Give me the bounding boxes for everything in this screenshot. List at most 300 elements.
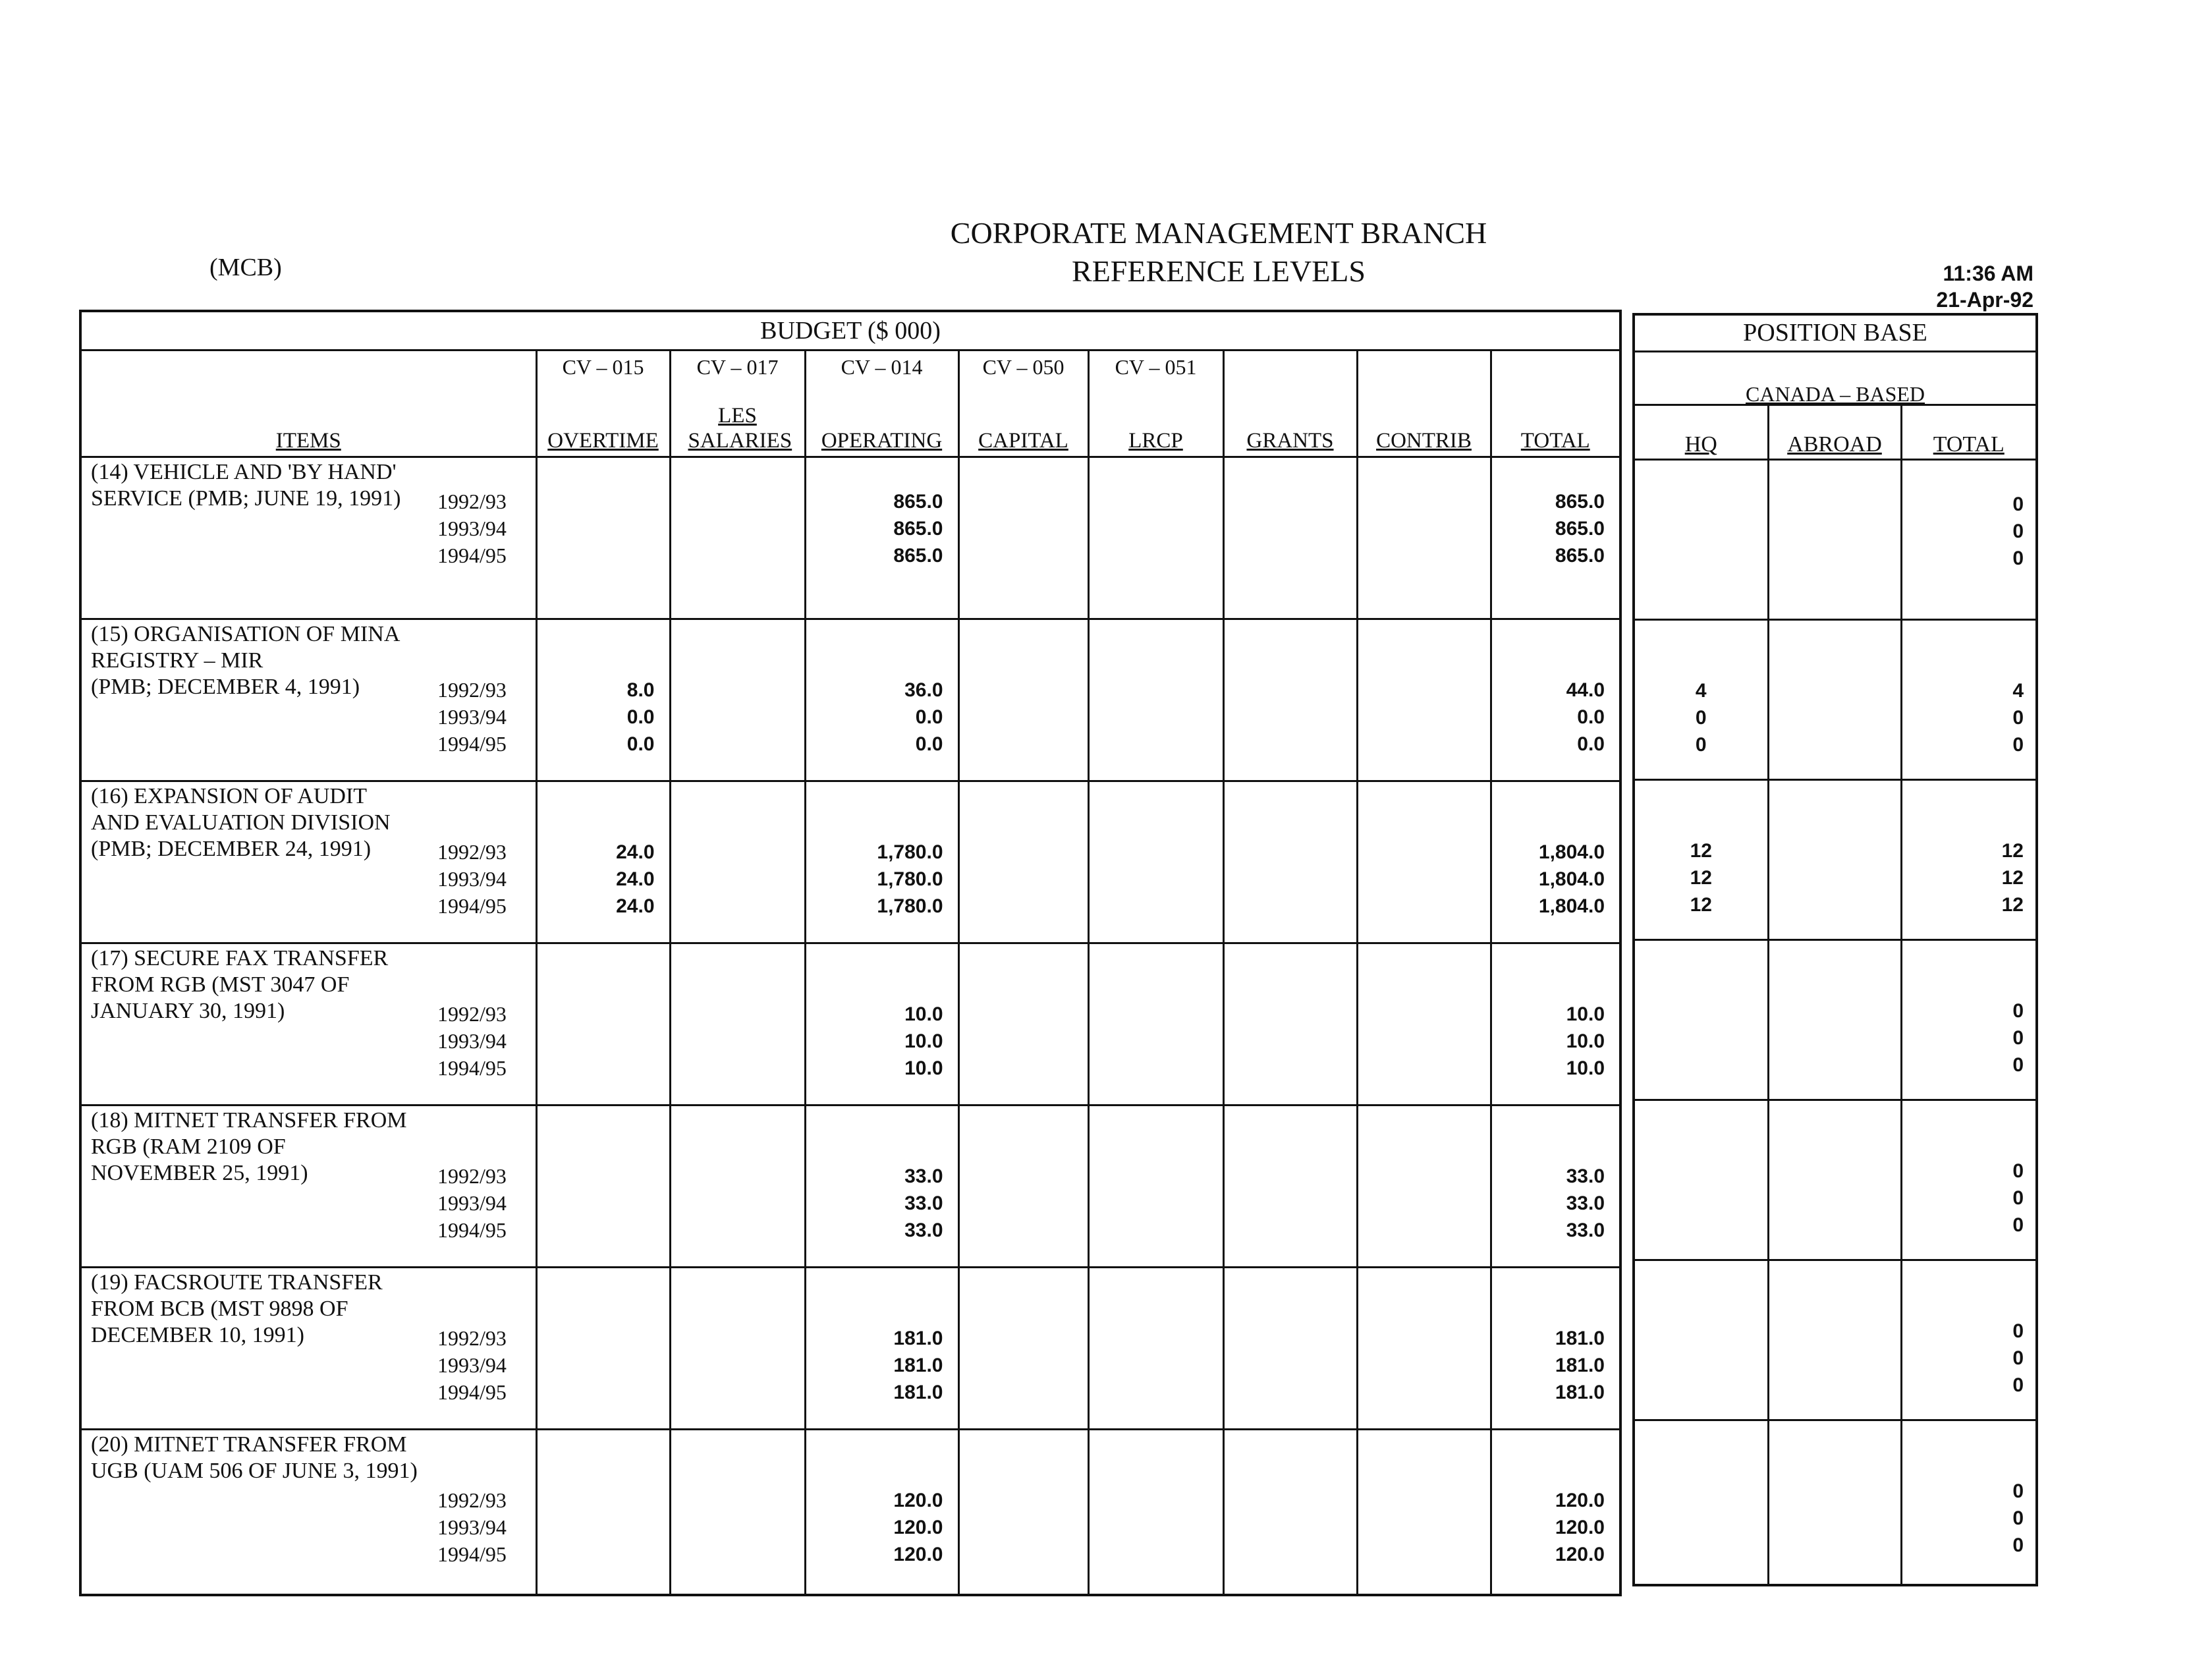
- operating-value: 1,780.0: [877, 895, 943, 917]
- empty-cell: [670, 943, 805, 1106]
- overtime-values: [538, 944, 655, 1082]
- fiscal-year: 1992/93: [437, 1002, 507, 1026]
- empty-cell: [1223, 457, 1357, 619]
- empty-cell: [1088, 457, 1223, 619]
- pos_total-value: 0: [2012, 1374, 2024, 1396]
- fiscal-years: [437, 1325, 507, 1406]
- item-description-line: (PMB; DECEMBER 24, 1991): [91, 837, 372, 861]
- total-value: 0.0: [1577, 706, 1605, 728]
- hq-cell: [1635, 620, 1768, 780]
- empty-cell: [958, 1430, 1088, 1594]
- budget-body: [82, 457, 1619, 1594]
- overtime-value: [538, 1163, 655, 1190]
- item-description: [91, 945, 388, 1024]
- pos_total-value: 12: [2001, 840, 2024, 862]
- pos_total-cell: [1901, 1420, 2035, 1584]
- empty-cell: [670, 1106, 805, 1268]
- operating-value: 865.0: [893, 491, 943, 513]
- item-description-line: FROM BCB (MST 9898 OF: [91, 1297, 348, 1321]
- column-header-7: [1357, 351, 1491, 457]
- overtime-value: [538, 1487, 655, 1514]
- item-group-row: [82, 781, 1619, 943]
- total-value: 10.0: [1566, 1057, 1605, 1079]
- column-name: TOTAL: [1520, 429, 1590, 453]
- empty-cell: [1223, 1268, 1357, 1430]
- title-line-1: CORPORATE MANAGEMENT BRANCH: [950, 216, 1487, 250]
- operating-value: 10.0: [904, 1003, 943, 1025]
- total-value: 120.0: [1555, 1490, 1605, 1511]
- item-cell: [82, 1106, 536, 1268]
- print-time: 11:36 AM: [1943, 262, 2033, 285]
- pos_total-value: 0: [2012, 520, 2024, 542]
- item-cell: [82, 619, 536, 781]
- pos_total-cell: [1901, 620, 2035, 780]
- operating-value: 865.0: [893, 518, 943, 540]
- operating-value: 36.0: [904, 679, 943, 701]
- item-description-line: (18) MITNET TRANSFER FROM: [91, 1108, 407, 1133]
- column-header-5: [1088, 351, 1223, 457]
- operating-values: [806, 620, 943, 758]
- operating-value: 33.0: [904, 1192, 943, 1214]
- total-value: 181.0: [1555, 1382, 1605, 1403]
- pos_total-value: 0: [2012, 1480, 2024, 1502]
- total-values: [1492, 1106, 1605, 1244]
- position-group-row: [1635, 940, 2035, 1100]
- column-header-4: [958, 351, 1088, 457]
- overtime-value: 0.0: [626, 706, 655, 728]
- pos_total-value: 0: [2012, 1054, 2024, 1076]
- hq-cell: [1635, 1100, 1768, 1260]
- total-cell: [1491, 1430, 1619, 1594]
- total-value: 44.0: [1566, 679, 1605, 701]
- operating-value: 0.0: [915, 706, 943, 728]
- position-header-row: [1635, 406, 2035, 460]
- total-value: 865.0: [1555, 491, 1605, 513]
- overtime-value: [538, 1217, 655, 1244]
- position-column-0: HQ: [1635, 406, 1768, 460]
- hq-value: [1635, 1478, 1767, 1505]
- total-values: [1492, 944, 1605, 1082]
- column-name: LES SALARIES: [688, 404, 792, 453]
- hq-values: [1635, 1261, 1767, 1399]
- overtime-value: [538, 1379, 655, 1406]
- operating-value: 181.0: [893, 1328, 943, 1349]
- overtime-cell: [536, 1268, 670, 1430]
- empty-cell: [670, 1268, 805, 1430]
- item-group-row: [82, 943, 1619, 1106]
- operating-value: 181.0: [893, 1355, 943, 1376]
- title-line-2: REFERENCE LEVELS: [1072, 254, 1366, 288]
- pos_total-values: [1902, 1261, 2024, 1399]
- total-values: [1492, 1268, 1605, 1406]
- position-base-title: POSITION BASE: [1635, 316, 2035, 352]
- empty-cell: [958, 1268, 1088, 1430]
- operating-values: [806, 1430, 943, 1568]
- fiscal-year: 1994/95: [437, 732, 507, 756]
- pos_total-values: [1902, 461, 2024, 572]
- column-header-2: [670, 351, 805, 457]
- budget-header-row: [82, 351, 1619, 457]
- item-description-line: NOVEMBER 25, 1991): [91, 1161, 308, 1185]
- column-code: CV – 017: [696, 355, 779, 379]
- operating-cell: [805, 943, 958, 1106]
- pos_total-value: 0: [2012, 1187, 2024, 1209]
- column-name: ITEMS: [275, 429, 341, 453]
- column-code: CV – 014: [841, 355, 923, 379]
- hq-value: 4: [1695, 680, 1707, 702]
- operating-cell: [805, 1268, 958, 1430]
- item-cell: [82, 943, 536, 1106]
- total-value: 1,804.0: [1538, 895, 1605, 917]
- item-cell: [82, 457, 536, 619]
- hq-value: 0: [1695, 707, 1707, 729]
- pos_total-cell: [1901, 460, 2035, 620]
- budget-table: [82, 351, 1619, 1594]
- hq-cell: [1635, 780, 1768, 940]
- fiscal-year: 1994/95: [437, 1218, 507, 1242]
- item-group-row: [82, 1430, 1619, 1594]
- empty-cell: [1357, 1268, 1491, 1430]
- empty-cell: [958, 943, 1088, 1106]
- empty-cell: [1088, 943, 1223, 1106]
- overtime-cell: [536, 457, 670, 619]
- fiscal-year: 1993/94: [437, 517, 507, 540]
- operating-value: 1,780.0: [877, 841, 943, 863]
- item-description-line: (17) SECURE FAX TRANSFER: [91, 946, 389, 970]
- item-cell: [82, 1268, 536, 1430]
- item-description-line: FROM RGB (MST 3047 OF: [91, 972, 350, 997]
- total-cell: [1491, 619, 1619, 781]
- pos_total-values: [1902, 621, 2024, 758]
- timestamp: [1936, 260, 2033, 313]
- operating-values: [806, 944, 943, 1082]
- overtime-values: [538, 620, 655, 758]
- pos_total-value: 0: [2012, 707, 2024, 729]
- overtime-value: 8.0: [626, 679, 655, 701]
- empty-cell: [1223, 943, 1357, 1106]
- position-group-row: [1635, 460, 2035, 620]
- fiscal-year: 1993/94: [437, 1029, 507, 1053]
- total-cell: [1491, 457, 1619, 619]
- operating-values: [806, 782, 943, 920]
- total-value: 1,804.0: [1538, 868, 1605, 890]
- hq-cell: [1635, 1420, 1768, 1584]
- item-description: [91, 621, 400, 700]
- item-group-row: [82, 619, 1619, 781]
- document-title: [856, 214, 1581, 291]
- item-description-line: SERVICE (PMB; JUNE 19, 1991): [91, 486, 401, 511]
- fiscal-year: 1994/95: [437, 1380, 507, 1404]
- empty-cell: [1223, 1106, 1357, 1268]
- hq-values: [1635, 461, 1767, 572]
- empty-cell: [1088, 619, 1223, 781]
- item-description-line: REGISTRY – MIR: [91, 648, 263, 673]
- pos_total-value: 0: [2012, 1320, 2024, 1342]
- fiscal-year: 1992/93: [437, 840, 507, 864]
- overtime-cell: [536, 1430, 670, 1594]
- overtime-values: [538, 1268, 655, 1406]
- hq-value: [1635, 1158, 1767, 1185]
- fiscal-year: 1993/94: [437, 1515, 507, 1539]
- pos_total-value: 0: [2012, 1507, 2024, 1529]
- pos_total-cell: [1901, 780, 2035, 940]
- fiscal-years: [437, 677, 507, 758]
- operating-value: 120.0: [893, 1544, 943, 1565]
- item-description: [91, 1270, 383, 1349]
- pos_total-values: [1902, 1421, 2024, 1559]
- hq-value: 0: [1695, 734, 1707, 756]
- operating-value: 33.0: [904, 1219, 943, 1241]
- item-group-row: [82, 1268, 1619, 1430]
- overtime-value: 24.0: [616, 895, 655, 917]
- abroad-cell: [1768, 940, 1901, 1100]
- column-name: LRCP: [1128, 429, 1183, 453]
- overtime-value: [538, 1514, 655, 1541]
- total-value: 865.0: [1555, 518, 1605, 540]
- operating-value: 1,780.0: [877, 868, 943, 890]
- pos_total-cell: [1901, 940, 2035, 1100]
- overtime-value: [538, 1055, 655, 1082]
- organization-code: (MCB): [209, 254, 282, 281]
- abroad-cell: [1768, 1260, 1901, 1420]
- total-value: 181.0: [1555, 1328, 1605, 1349]
- total-value: 0.0: [1577, 733, 1605, 755]
- fiscal-year: 1993/94: [437, 867, 507, 891]
- fiscal-years: [437, 1163, 507, 1244]
- overtime-value: [538, 488, 655, 515]
- fiscal-year: 1992/93: [437, 1164, 507, 1188]
- position-group-row: [1635, 780, 2035, 940]
- total-value: 33.0: [1566, 1165, 1605, 1187]
- empty-cell: [1357, 457, 1491, 619]
- item-description: [91, 1107, 407, 1187]
- empty-cell: [1357, 781, 1491, 943]
- item-description-line: (PMB; DECEMBER 4, 1991): [91, 675, 360, 699]
- item-description: [91, 783, 391, 862]
- total-values: [1492, 1430, 1605, 1568]
- empty-cell: [1088, 1430, 1223, 1594]
- column-name: OVERTIME: [547, 429, 659, 453]
- item-description-line: (19) FACSROUTE TRANSFER: [91, 1270, 383, 1295]
- operating-value: 0.0: [915, 733, 943, 755]
- position-group-row: [1635, 620, 2035, 780]
- column-code: CV – 050: [982, 355, 1065, 379]
- hq-value: 12: [1690, 867, 1712, 889]
- column-header-6: [1223, 351, 1357, 457]
- empty-cell: [958, 781, 1088, 943]
- operating-cell: [805, 1430, 958, 1594]
- item-group-row: [82, 1106, 1619, 1268]
- column-name: GRANTS: [1246, 429, 1334, 453]
- total-value: 120.0: [1555, 1544, 1605, 1565]
- total-value: 33.0: [1566, 1219, 1605, 1241]
- item-description-line: RGB (RAM 2109 OF: [91, 1134, 286, 1159]
- overtime-values: [538, 782, 655, 920]
- empty-cell: [958, 619, 1088, 781]
- fiscal-year: 1994/95: [437, 1056, 507, 1080]
- pos_total-value: 12: [2001, 894, 2024, 916]
- hq-cell: [1635, 460, 1768, 620]
- total-value: 10.0: [1566, 1003, 1605, 1025]
- item-description-line: AND EVALUATION DIVISION: [91, 810, 391, 835]
- overtime-value: 24.0: [616, 841, 655, 863]
- empty-cell: [670, 457, 805, 619]
- fiscal-year: 1993/94: [437, 1353, 507, 1377]
- item-description-line: (16) EXPANSION OF AUDIT: [91, 784, 368, 808]
- empty-cell: [958, 457, 1088, 619]
- hq-values: [1635, 621, 1767, 758]
- hq-value: [1635, 1532, 1767, 1559]
- item-cell: [82, 1430, 536, 1594]
- empty-cell: [1357, 1106, 1491, 1268]
- fiscal-years: [437, 1487, 507, 1568]
- total-cell: [1491, 1268, 1619, 1430]
- total-value: 33.0: [1566, 1192, 1605, 1214]
- total-value: 865.0: [1555, 545, 1605, 567]
- operating-cell: [805, 781, 958, 943]
- total-values: [1492, 458, 1605, 569]
- pos_total-values: [1902, 941, 2024, 1078]
- fiscal-year: 1993/94: [437, 705, 507, 729]
- pos_total-value: 12: [2001, 867, 2024, 889]
- operating-value: 865.0: [893, 545, 943, 567]
- fiscal-year: 1992/93: [437, 490, 507, 513]
- hq-value: [1635, 1185, 1767, 1212]
- column-header-8: [1491, 351, 1619, 457]
- total-cell: [1491, 943, 1619, 1106]
- hq-value: 12: [1690, 840, 1712, 862]
- hq-values: [1635, 1101, 1767, 1239]
- hq-value: [1635, 1212, 1767, 1239]
- pos_total-value: 4: [2012, 680, 2024, 702]
- column-code: CV – 015: [562, 355, 644, 379]
- overtime-value: [538, 1541, 655, 1568]
- hq-values: [1635, 941, 1767, 1078]
- abroad-cell: [1768, 1420, 1901, 1584]
- pos_total-value: 0: [2012, 1347, 2024, 1369]
- print-date: 21-Apr-92: [1936, 288, 2033, 312]
- position-base-frame: [1632, 313, 2038, 1586]
- total-value: 10.0: [1566, 1030, 1605, 1052]
- item-cell: [82, 781, 536, 943]
- total-value: 1,804.0: [1538, 841, 1605, 863]
- overtime-value: [538, 1001, 655, 1028]
- hq-value: [1635, 1372, 1767, 1399]
- column-name: OPERATING: [821, 429, 943, 453]
- fiscal-years: [437, 488, 507, 569]
- item-description-line: (15) ORGANISATION OF MINA: [91, 622, 401, 646]
- fiscal-years: [437, 839, 507, 920]
- pos_total-value: 0: [2012, 1534, 2024, 1556]
- position-column-2: TOTAL: [1901, 406, 2035, 460]
- fiscal-year: 1992/93: [437, 1488, 507, 1512]
- abroad-cell: [1768, 780, 1901, 940]
- empty-cell: [1357, 619, 1491, 781]
- overtime-value: [538, 542, 655, 569]
- empty-cell: [1223, 781, 1357, 943]
- pos_total-values: [1902, 1101, 2024, 1239]
- operating-value: 120.0: [893, 1490, 943, 1511]
- overtime-value: [538, 1028, 655, 1055]
- position-group-row: [1635, 1420, 2035, 1584]
- column-name: CAPITAL: [978, 429, 1068, 453]
- abroad-cell: [1768, 620, 1901, 780]
- operating-cell: [805, 457, 958, 619]
- position-column-1: ABROAD: [1768, 406, 1901, 460]
- empty-cell: [1223, 1430, 1357, 1594]
- empty-cell: [958, 1106, 1088, 1268]
- total-cell: [1491, 1106, 1619, 1268]
- pos_total-value: 0: [2012, 1214, 2024, 1236]
- overtime-values: [538, 458, 655, 569]
- hq-values: [1635, 1421, 1767, 1559]
- overtime-cell: [536, 619, 670, 781]
- position-group-row: [1635, 1260, 2035, 1420]
- overtime-values: [538, 1106, 655, 1244]
- overtime-cell: [536, 1106, 670, 1268]
- pos_total-values: [1902, 781, 2024, 918]
- hq-value: [1635, 518, 1767, 545]
- total-value: 181.0: [1555, 1355, 1605, 1376]
- position-group-row: [1635, 1100, 2035, 1260]
- item-group-row: [82, 457, 1619, 619]
- total-values: [1492, 782, 1605, 920]
- empty-cell: [1357, 943, 1491, 1106]
- abroad-cell: [1768, 1100, 1901, 1260]
- overtime-values: [538, 1430, 655, 1568]
- total-cell: [1491, 781, 1619, 943]
- hq-value: [1635, 997, 1767, 1024]
- column-header-1: [536, 351, 670, 457]
- operating-values: [806, 1268, 943, 1406]
- column-header-0: [82, 351, 536, 457]
- total-value: 120.0: [1555, 1517, 1605, 1538]
- operating-cell: [805, 1106, 958, 1268]
- position-base-subtitle: CANADA – BASED: [1635, 352, 2035, 406]
- overtime-cell: [536, 781, 670, 943]
- abroad-cell: [1768, 460, 1901, 620]
- empty-cell: [670, 1430, 805, 1594]
- item-description-line: DECEMBER 10, 1991): [91, 1323, 304, 1347]
- hq-value: [1635, 491, 1767, 518]
- item-description-line: (20) MITNET TRANSFER FROM: [91, 1432, 407, 1457]
- position-base-table: [1635, 406, 2035, 1584]
- hq-value: [1635, 1051, 1767, 1078]
- position-body: [1635, 460, 2035, 1584]
- hq-value: [1635, 1505, 1767, 1532]
- hq-cell: [1635, 940, 1768, 1100]
- operating-value: 181.0: [893, 1382, 943, 1403]
- fiscal-year: 1994/95: [437, 894, 507, 918]
- pos_total-value: 0: [2012, 734, 2024, 756]
- budget-table-frame: [79, 310, 1622, 1596]
- hq-value: [1635, 1318, 1767, 1345]
- hq-values: [1635, 781, 1767, 918]
- pos_total-value: 0: [2012, 493, 2024, 515]
- overtime-value: [538, 515, 655, 542]
- hq-value: [1635, 1345, 1767, 1372]
- column-name: CONTRIB: [1376, 429, 1472, 453]
- empty-cell: [1088, 781, 1223, 943]
- operating-value: 10.0: [904, 1057, 943, 1079]
- pos_total-cell: [1901, 1100, 2035, 1260]
- fiscal-year: 1994/95: [437, 544, 507, 567]
- pos_total-value: 0: [2012, 1160, 2024, 1182]
- pos_total-cell: [1901, 1260, 2035, 1420]
- pos_total-value: 0: [2012, 1000, 2024, 1022]
- hq-value: 12: [1690, 894, 1712, 916]
- fiscal-year: 1994/95: [437, 1542, 507, 1566]
